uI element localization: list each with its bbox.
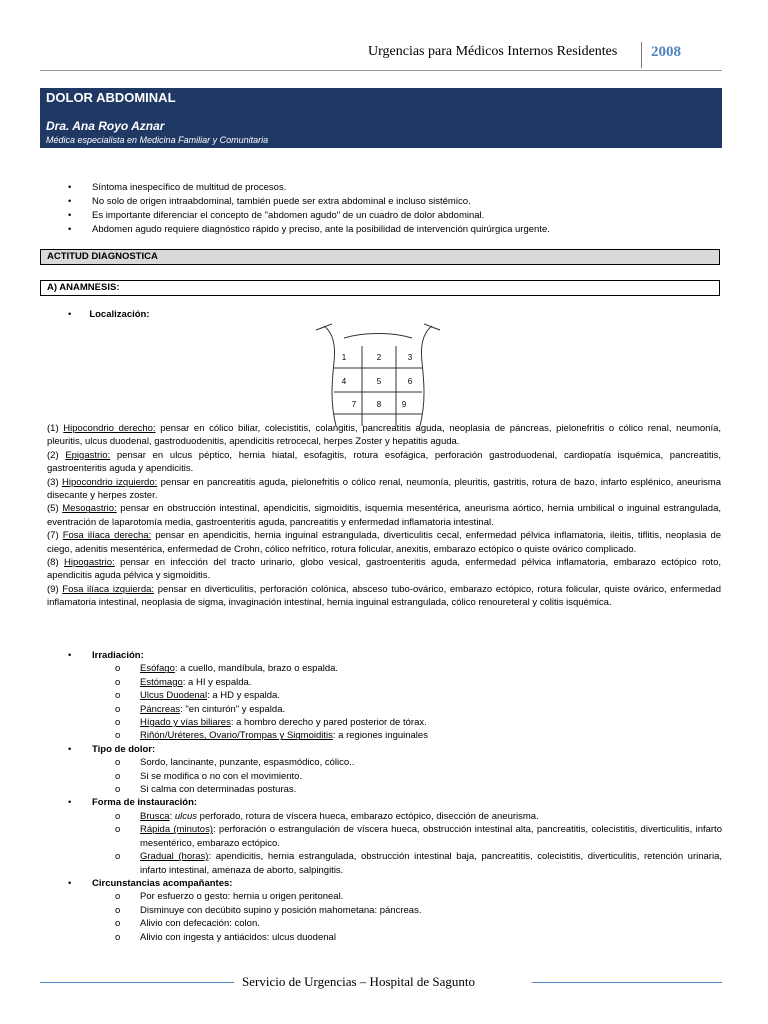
list-item: o Riñón/Uréteres, Ovario/Trompas y Sigmoiditis: a regiones inguinales	[68, 729, 722, 742]
title-box	[40, 88, 722, 148]
circunstancias-label: • Circunstancias acompañantes:	[68, 877, 722, 890]
region-number: 8	[376, 400, 382, 409]
footer-rule-left	[40, 982, 234, 983]
region-number: 4	[341, 377, 347, 386]
list-item: o Sordo, lancinante, punzante, espasmódico, cólico..	[68, 756, 722, 769]
list-item: o Ulcus Duodenal: a HD y espalda.	[68, 689, 722, 702]
author-name: Dra. Ana Royo Aznar	[46, 119, 165, 133]
list-item: o Páncreas: "en cinturón" y espalda.	[68, 703, 722, 716]
list-item: o Disminuye con decúbito supino y posición mahometana: páncreas.	[68, 904, 722, 917]
intro-item: • Síntoma inespecífico de multitud de procesos.	[68, 181, 550, 195]
footer-text: Servicio de Urgencias – Hospital de Sagunto	[242, 974, 475, 989]
list-item: o Si se modifica o no con el movimiento.	[68, 770, 722, 783]
header-title: Urgencias para Médicos Internos Residentes	[368, 44, 618, 59]
header-rule	[40, 70, 722, 71]
list-item: o Hígado y vías biliares: a hombro derecho y pared posterior de tórax.	[68, 716, 722, 729]
intro-item: • No solo de origen intraabdominal, también puede ser extra abdominal e incluso sistémico.	[68, 195, 550, 209]
header-separator	[641, 42, 642, 68]
region-paragraph: (1) Hipocondrio derecho: pensar en cólico biliar, colecistitis, colangitis, pancreatitis aguda, neoplasia de páncreas, pielonefritis o cólico renal, neumonía, pleuritis, ulcus duodenal, gastroduodenitis, apendicitis retrocecal, herpes Zoster y hepatitis aguda.	[47, 423, 722, 448]
list-item: o Si calma con determinadas posturas.	[68, 783, 722, 796]
torso-left-outline	[324, 326, 336, 426]
document-title: DOLOR ABDOMINAL	[46, 90, 176, 105]
regions-text	[47, 422, 721, 610]
region-number: 1	[341, 353, 347, 362]
region-paragraph: (7) Fosa ilíaca derecha: pensar en apendicitis, hernia inguinal estrangulada, diverticulitis cecal, enfermedad pélvica inflamatoria, ileitis, tiflitis, neoplasia de ciego, adenitis mesentérica, enfermedad de Crohn, cólico nefrítico, rotura folicular, anexitis, embarazo ectópico o quiste ovárico complicado.	[47, 530, 722, 555]
abdomen-regions-diagram	[314, 322, 442, 428]
region-number: 3	[407, 353, 413, 362]
region-paragraph: (9) Fosa ilíaca izquierda: pensar en diverticulitis, perforación colónica, absceso tubo-ovárico, embarazo ectópico, rotura folicular, quiste ovárico, enfermedad inflamatoria intestinal, neoplasia de sigma, invaginación intestinal, hernia inguinal estrangulada, cólico renoureteral y colitis isquémica.	[47, 583, 721, 609]
list-item: o Por esfuerzo o gesto: hernia u origen peritoneal.	[68, 890, 722, 903]
intro-item: • Abdomen agudo requiere diagnóstico rápido y preciso, ante la posibilidad de intervención quirúrgica urgente.	[68, 223, 550, 237]
list-item: o Estómago: a HI y espalda.	[68, 676, 722, 689]
irradiacion-label: • Irradiación:	[68, 649, 722, 662]
list-item: o Alivio con ingesta y antiácidos: ulcus duodenal	[68, 931, 722, 944]
list-item: o Rápida (minutos): perforación o estrangulación de víscera hueca, obstrucción intestinal alta, pancreatitis, colecistitis, diverticulitis, infarto mesentérico, embarazo ectópico.	[68, 823, 722, 850]
author-role: Médica especialista en Medicina Familiar y Comunitaria	[46, 135, 269, 145]
region-number: 5	[376, 377, 382, 386]
header-year: 2008	[651, 44, 681, 60]
region-number: 2	[376, 353, 382, 362]
section-actitud-diagnostica: ACTITUD DIAGNOSTICA	[40, 249, 720, 265]
intro-list	[68, 181, 550, 237]
localizacion-label: • Localización:	[68, 309, 150, 320]
list-item: o Alivio con defecación: colon.	[68, 917, 722, 930]
region-paragraph: (2) Epigastrio: pensar en ulcus péptico, hernia hiatal, esofagitis, rotura esofágica, perforación gastroduodenal, cardiopatía isquémica, pancreatitis, gastroenteritis aguda y apendicitis.	[47, 449, 722, 475]
region-number: 7	[351, 400, 357, 409]
footer-rule-right	[532, 982, 722, 983]
intro-item: • Es importante diferenciar el concepto de "abdomen agudo" de un cuadro de dolor abdominal.	[68, 209, 550, 223]
region-number: 6	[407, 377, 413, 386]
list-item: o Gradual (horas): apendicitis, hernia estrangulada, obstrucción intestinal baja, pancreatitis, colecistitis, diverticulitis, retención urinaria, infarto intestinal, amenaza de aborto, salpingitis.	[68, 850, 722, 877]
list-item: o Brusca: ulcus perforado, rotura de víscera hueca, embarazo ectópico, disección de aneurisma.	[68, 810, 722, 823]
list-item: o Esófago: a cuello, mandíbula, brazo o espalda.	[68, 662, 722, 675]
tipo-dolor-label: • Tipo de dolor:	[68, 743, 722, 756]
torso-right-outline	[420, 326, 432, 426]
section-anamnesis: A) ANAMNESIS:	[40, 280, 720, 296]
forma-instauracion-label: • Forma de instauración:	[68, 796, 722, 809]
region-paragraph: (8) Hipogastrio: pensar en infección del tracto urinario, globo vesical, gastroenteritis aguda, enfermedad pélvica inflamatoria, embarazo ectópico roto, apendicitis aguda pélvica y sigmoiditis.	[47, 557, 721, 582]
anamnesis-lists	[68, 649, 722, 944]
region-paragraph: (5) Mesogastrio: pensar en obstrucción intestinal, apendicitis, sigmoiditis, isquemia mesentérica, aneurisma aórtico, hernia umbilical o inguinal estrangulada, eventración de laparotomía media, gastroenteritis aguda, pancreatitis y enfermedad inflamatoria intestinal.	[47, 503, 722, 528]
region-number: 9	[401, 400, 407, 409]
region-paragraph: (3) Hipocondrio izquierdo: pensar en pancreatitis aguda, pielonefritis o cólico renal, neumonía, pleuritis, gastritis, rotura de bazo, infarto esplénico, aneurisma disecante y herpes zoster.	[47, 476, 721, 502]
